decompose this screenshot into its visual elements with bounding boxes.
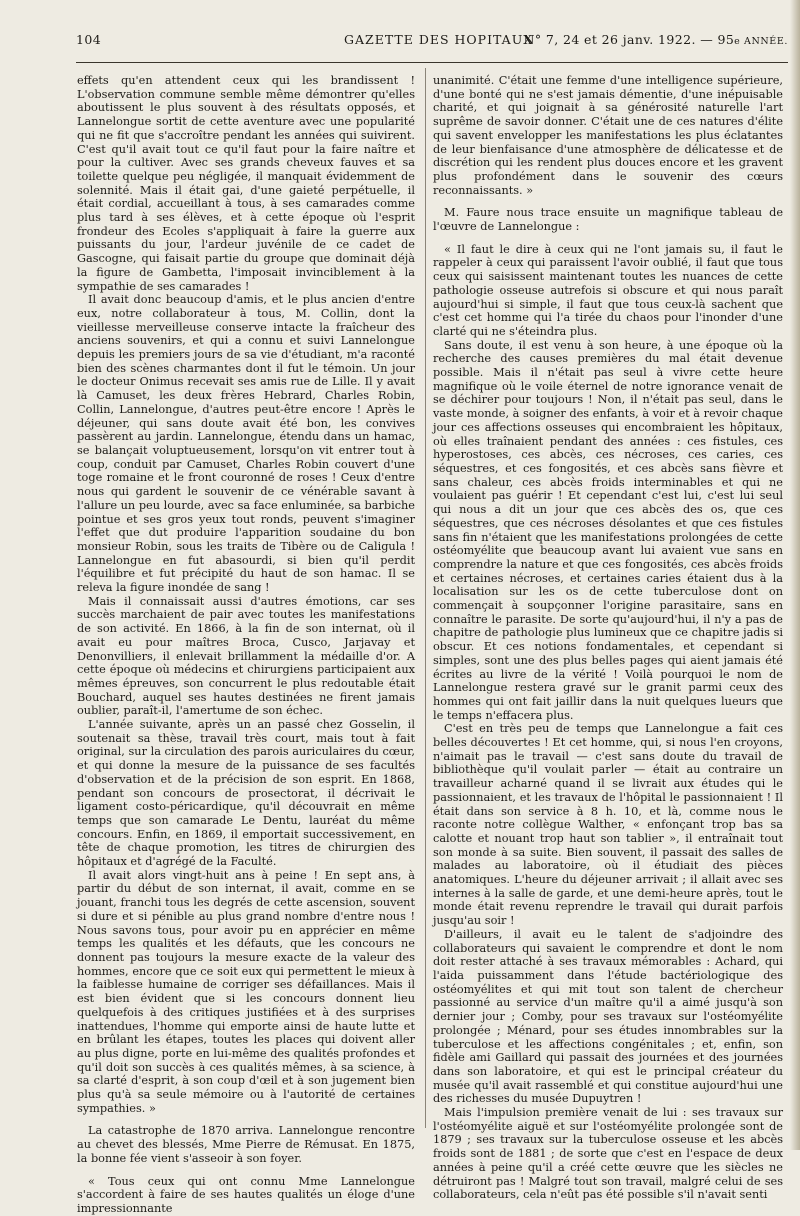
paragraph: D'ailleurs, il avait eu le talent de s'adjoindre des collaborateurs qui savaient le comprendre et dont le nom doit rester attaché à ses travaux mémorables : Achard, qui l'aida puissamment dans l'étude bactériologique des ostéomyélites et qui mit tout son talent de chercheur passionné au service d'un maître qu'il a aimé jusqu'à son dernier jour ; Comby, pour ses travaux sur l'ostéomyélite prolongée ; Ménard, pour ses études innombrables sur la tuberculose et les affections congénitales ; et, enfin, son fidèle ami Gaillard qui passait des journées et des journées dans son laboratoire, et qui est le principal créateur du musée qu'il avait rassemblé et qui constitue aujourd'hui une des richesses du musée Dupuytren ! [433, 927, 783, 1106]
paragraph: Il avait alors vingt-huit ans à peine ! En sept ans, à partir du début de son internat, il avait, comme en se jouant, franchi tous les degrés de cette ascension, souvent si dure et si pénible au plus grand nombre d'entre nous ! Nous savons tous, pour avoir pu en apprécier en même temps les qualités et les défauts, que les concours ne donnent pas toujours la mesure exacte de la valeur des hommes, encore que ce soit eux qui permettent le mieux à la faiblesse humaine de corriger ses défaillances. Mais il est bien évident que si les concours donnent lieu quelquefois à des critiques justifiées et à des surprises inattendues, l'homme qui emporte ainsi de haute lutte et en brûlant les étapes, toutes les places qui doivent aller au plus digne, porte en lui-même des qualités profondes et qu'il doit son succès à ces qualités mêmes, à sa science, à sa clarté d'esprit, à son coup d'œil et à son jugement bien plus qu'à sa seule mémoire ou à l'autorité de certaines sympathies. » [77, 868, 415, 1115]
paragraph: Mais il connaissait aussi d'autres émotions, car ses succès marchaient de pair avec toutes les manifestations de son activité. En 1866, à la fin de son internat, où il avait eu pour maîtres Broca, Cusco, Jarjavay et Denonvilliers, il enlevait brillamment la médaille d'or. A cette époque où médecins et chirurgiens participaient aux mêmes épreuves, son concurrent le plus redoutable était Bouchard, auquel ses hautes destinées ne firent jamais oublier, paraît-il, l'amertume de son échec. [77, 594, 415, 718]
paragraph: La catastrophe de 1870 arriva. Lannelongue rencontre au chevet des blessés, Mme Pierre de Rémusat. En 1875, la bonne fée vient s'asseoir à son foyer. [77, 1124, 415, 1165]
header-rule [76, 62, 788, 63]
paragraph: « Il faut le dire à ceux qui ne l'ont jamais su, il faut le rappeler à ceux qui paraissent l'avoir oublié, il faut que tous ceux qui saisissent maintenant toutes les nuances de cette pathologie osseuse autrefois si obscure et qui nous paraît aujourd'hui si simple, il faut que tous ceux-là sachent que c'est cet homme qui l'a tirée du chaos pour l'inonder d'une clarté qui ne s'éteindra plus. [433, 242, 783, 338]
page-edge-shadow [790, 0, 800, 1150]
paragraph: C'est en très peu de temps que Lannelongue a fait ces belles découvertes ! Et cet homme, qui, si nous l'en croyons, n'aimait pas le travail — c'est sans doute du travail de bibliothèque qu'il voulait parler — était au contraire un travailleur acharné quand il se livrait aux études qui le passionnaient, et les travaux de l'hôpital le passionnaient ! Il était dans son service à 8 h. 10, et là, comme nous le raconte notre collègue Walther, « enfonçant trop bas sa calotte et nouant trop haut son tablier », il entraînait tout son monde à sa suite. Bien souvent, il passait des salles de malades au laboratoire, où il étudiait des pièces anatomiques. L'heure du déjeuner arrivait ; il allait avec ses internes à la salle de garde, et une demi-heure après, tout le monde était revenu reprendre le travail qui durait parfois jusqu'au soir ! [433, 722, 783, 928]
paragraph: unanimité. C'était une femme d'une intelligence supérieure, d'une bonté qui ne s'est jamais démentie, d'une inépuisable charité, et qui joignait à sa générosité naturelle l'art suprême de savoir donner. C'était une de ces natures d'élite qui savent envelopper les manifestations les plus éclatantes de leur bienfaisance d'une atmosphère de délicatesse et de discrétion qui les rendent plus douces encore et les gravent plus profondément dans le souvenir des cœurs reconnaissants. » [433, 74, 783, 197]
paragraph: Mais l'impulsion première venait de lui : ses travaux sur l'ostéomyélite aiguë et sur l'ostéomyélite prolongée sont de 1879 ; ses travaux sur la tuberculose osseuse et les abcès froids sont de 1881 ; de sorte que c'est en l'espace de deux années à peine qu'il a créé cette œuvre que les siècles ne détruiront pas ! Malgré tout son travail, malgré celui de ses collaborateurs, cela n'eût pas été possible s'il n'avait senti [433, 1106, 783, 1202]
paragraph: effets qu'en attendent ceux qui les brandissent ! L'observation commune semble même démontrer qu'elles aboutissent le plus souvent à des résultats opposés, et Lannelongue sortit de cette aventure avec une popularité qui ne fit que s'accroître pendant les années qui suivirent. C'est qu'il avait tout ce qu'il faut pour la faire naître et pour la cultiver. Avec ses grands cheveux fauves et sa toilette quelque peu négligée, il manquait évidemment de solennité. Mais il était gai, d'une gaieté perpétuelle, il était cordial, accueillant à tous, à ses camarades comme plus tard à ses élèves, et à cette époque où l'esprit frondeur des Ecoles s'appliquait à faire la guerre aux puissants du jour, l'ardeur juvénile de ce cadet de Gascogne, qui faisait partie du groupe que dominait déjà la figure de Gambetta, l'imposait invinciblement à la sympathie de ses camarades ! [77, 74, 415, 293]
issue-info [524, 32, 788, 47]
issue-date: N° 7, 24 et 26 janv. 1922. — 95 [523, 32, 735, 47]
paragraph: M. Faure nous trace ensuite un magnifique tableau de l'œuvre de Lannelongue : [433, 206, 783, 234]
page-header [76, 32, 788, 52]
paragraph: L'année suivante, après un an passé chez Gosselin, il soutenait sa thèse, travail très court, mais tout à fait original, sur la circulation des parois auriculaires du cœur, et qui donne la mesure de la puissance de ses facultés d'observation et de la précision de son esprit. En 1868, pendant son concours de prosectorat, il décrivait le ligament costo-péricardique, qu'il découvrait en même temps que son camarade Le Dentu, lauréat du même concours. Enfin, en 1869, il emportait successivement, en tête de chaque promotion, les titres de chirurgien des hôpitaux et d'agrégé de la Faculté. [77, 718, 415, 869]
paragraph: Il avait donc beaucoup d'amis, et le plus ancien d'entre eux, notre collaborateur à tous, M. Collin, dont la vieillesse merveilleuse conserve intacte la fraîcheur des anciens souvenirs, et qui a connu et suivi Lannelongue depuis les premiers jours de sa vie d'étudiant, m'a raconté bien des scènes charmantes dont il fut le témoin. Un jour le docteur Onimus recevait ses amis rue de Lille. Il y avait là Camuset, les deux frères Hebrard, Charles Robin, Collin, Lannelongue, d'autres peut-être encore ! Après le déjeuner, qui sans doute avait été bon, les convives passèrent au jardin. Lannelongue, étendu dans un hamac, se balançait voluptueusement, lorsqu'on vit entrer tout à coup, conduit par Camuset, Charles Robin couvert d'une toge romaine et le front couronné de roses ! Ceux d'entre nous qui gardent le souvenir de ce vénérable savant à l'allure un peu lourde, avec sa face enluminée, sa barbiche pointue et ses gros yeux tout ronds, peuvent s'imaginer l'effet que dut produire l'apparition soudaine du bon monsieur Robin, sous les traits de Tibère ou de Caligula ! Lannelongue en fut abasourdi, si bien qu'il perdit l'équilibre et fut précipité du haut de son hamac. Il se releva la figure inondée de sang ! [77, 293, 415, 595]
left-column [77, 74, 415, 1215]
issue-year-label: e ANNÉE. [734, 36, 788, 47]
paragraph: « Tous ceux qui ont connu Mme Lannelongue s'accordent à faire de ses hautes qualités un éloge d'une impressionnante [77, 1174, 415, 1215]
column-divider [425, 68, 426, 1128]
paragraph: Sans doute, il est venu à son heure, à une époque où la recherche des causes premières du mal était devenue possible. Mais il n'était pas seul à vivre cette heure magnifique où le voile éternel de notre ignorance venait de se déchirer pour toujours ! Non, il n'était pas seul, dans le vaste monde, à soigner des enfants, à voir et à revoir chaque jour ces affections osseuses qui encombraient les hôpitaux, où elles traînaient pendant des années : ces fistules, ces hyperostoses, ces abcès, ces nécroses, ces caries, ces séquestres, et ces fongosités, et ces abcès sans fièvre et sans chaleur, ces abcès froids interminables et qui ne voulaient pas guérir ! Et cependant c'est lui, c'est lui seul qui nous a dit un jour que ces abcès des os, que ces séquestres, que ces nécroses désolantes et que ces fistules sans fin n'étaient que les manifestations prolongées de cette ostéomyélite que beaucoup avant lui avaient vue sans en comprendre la nature et que ces fongosités, ces abcès froids et certaines nécroses, et certaines caries étaient dus à la localisation sur les os de cette tuberculose dont on commençait à soupçonner l'origine parasitaire, sans en connaître le parasite. De sorte qu'aujourd'hui, il n'y a pas de chapitre de pathologie plus lumineux que ce chapitre jadis si obscur. Et ces notions fondamentales, et cependant si simples, sont une des plus belles pages qui aient jamais été écrites au livre de la vérité ! Voilà pourquoi le nom de Lannelongue restera gravé sur le granit parmi ceux des hommes qui ont fait jaillir dans la nuit quelques lueurs que le temps n'effacera plus. [433, 338, 783, 722]
right-column [433, 74, 783, 1202]
journal-title: GAZETTE DES HOPITAUX [344, 32, 534, 47]
page-number: 104 [76, 32, 102, 47]
